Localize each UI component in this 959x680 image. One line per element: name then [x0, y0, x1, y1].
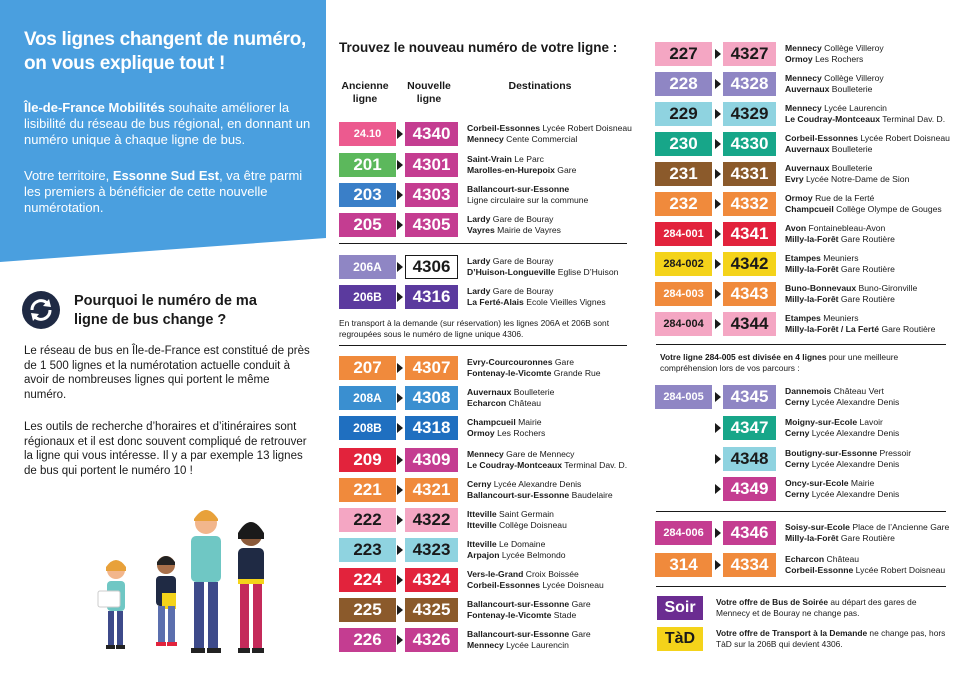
new-line-badge: 4326	[405, 628, 458, 652]
new-line-badge: 4327	[723, 42, 776, 66]
old-line-badge: 203	[339, 183, 396, 207]
destination-1: Mennecy Gare de Mennecy	[467, 449, 575, 459]
destination-1: Mennecy Lycée Laurencin	[785, 103, 887, 113]
intro-text-1: souhaite améliorer la lisibilité du réseau de bus régional, en donnant un numéro unique à chaque ligne de bus.	[24, 100, 311, 147]
line-row	[0, 162, 959, 186]
new-line-badge: 4332	[723, 192, 776, 216]
line-row	[0, 521, 959, 545]
destination-2: Corbeil-Essonnes Lycée Doisneau	[467, 580, 604, 590]
line-row	[0, 42, 959, 66]
old-line-badge: 208B	[339, 416, 396, 440]
new-line-badge: 4322	[405, 508, 458, 532]
separator	[339, 345, 627, 346]
destination-1: Itteville Saint Germain	[467, 509, 554, 519]
destination-2: Ormoy Les Rochers	[467, 428, 546, 438]
destination-2: Milly-la-Forêt / La Ferté Gare Routière	[785, 324, 936, 334]
new-line-badge: 4301	[405, 153, 458, 177]
old-line-badge: 221	[339, 478, 396, 502]
arrow-icon	[715, 109, 721, 119]
old-line-badge: 227	[655, 42, 712, 66]
arrow-icon	[715, 199, 721, 209]
old-line-badge: 226	[339, 628, 396, 652]
destination-2: Cerny Lycée Alexandre Denis	[785, 397, 900, 407]
new-line-badge: 4307	[405, 356, 458, 380]
destination-1: Corbeil-Essonnes Lycée Robert Doisneau	[467, 123, 632, 133]
old-line-badge: 232	[655, 192, 712, 216]
new-line-badge: 4329	[723, 102, 776, 126]
old-line-badge: 230	[655, 132, 712, 156]
old-line-badge: 284-006	[655, 521, 712, 545]
destinations	[785, 478, 899, 500]
old-line-badge: 225	[339, 598, 396, 622]
destination-1: Etampes Meuniers	[785, 313, 859, 323]
line-row	[0, 447, 959, 471]
destination-2: Le Coudray-Montceaux Terminal Dav. D.	[467, 460, 628, 470]
destination-2: Cerny Lycée Alexandre Denis	[785, 459, 900, 469]
new-line-badge: 4305	[405, 213, 458, 237]
destinations	[467, 629, 591, 651]
destination-1: Ballancourt-sur-Essonne	[467, 184, 570, 194]
arrow-icon	[715, 139, 721, 149]
destination-2: Milly-la-Forêt Gare Routière	[785, 533, 895, 543]
new-line-badge: 4316	[405, 285, 458, 309]
new-line-badge: 4344	[723, 312, 776, 336]
idfm-name: Île-de-France Mobilités	[24, 100, 165, 115]
destination-2: Cerny Lycée Alexandre Denis	[785, 489, 900, 499]
destination-2: Milly-la-Forêt Gare Routière	[785, 234, 895, 244]
destination-1: Dannemois Château Vert	[785, 386, 884, 396]
tad-text-bold: Votre offre de Transport à la Demande	[716, 628, 868, 638]
destination-1: Auvernaux Boulleterie	[785, 163, 873, 173]
column-destinations: Destinations	[508, 80, 572, 92]
destination-2: Auvernaux Boulleterie	[785, 144, 873, 154]
destination-2: Corbeil-Essonne Lycée Robert Doisneau	[785, 565, 946, 575]
destination-1: Vers-le-Grand Croix Boissée	[467, 569, 579, 579]
destination-1: Mennecy Collège Villeroy	[785, 43, 884, 53]
destination-2: Champcueil Collège Olympe de Gouges	[785, 204, 942, 214]
destinations	[785, 417, 899, 439]
old-line-badge: 209	[339, 448, 396, 472]
arrow-icon	[397, 635, 403, 645]
destination-2: Ballancourt-sur-Essonne Baudelaire	[467, 490, 613, 500]
destination-2: Fontenay-le-Vicomte Stade	[467, 610, 577, 620]
old-line-badge: 205	[339, 213, 396, 237]
arrow-icon	[715, 454, 721, 464]
destinations	[785, 313, 935, 335]
destination-2: Milly-la-Forêt Gare Routière	[785, 264, 895, 274]
destination-2: Cerny Lycée Alexandre Denis	[785, 428, 900, 438]
soir-badge: Soir	[657, 596, 703, 620]
destinations	[785, 253, 895, 275]
destination-1: Boutigny-sur-Essonne Pressoir	[785, 448, 912, 458]
destination-1: Ormoy Rue de la Ferté	[785, 193, 875, 203]
note-206: En transport à la demande (sur réservation) les lignes 206A et 206B sont regroupées sous le numéro de ligne unique 4306.	[339, 318, 610, 339]
destination-1: Avon Fontainebleau-Avon	[785, 223, 886, 233]
destinations	[785, 283, 917, 305]
old-line-badge: 284-004	[655, 312, 712, 336]
column-old: Ancienne ligne	[341, 80, 389, 105]
why-paragraph-2: Les outils de recherche d’horaires et d’itinéraires sont régionaux et il est donc souvent compliqué de retrouver la ligne qui vous intéresse. Il y a par exemple 13 lignes de bus qui portent le numéro 10 !	[24, 421, 307, 477]
destination-2: Fontenay-le-Vicomte Grande Rue	[467, 368, 601, 378]
new-line-badge: 4343	[723, 282, 776, 306]
old-line-badge: 206A	[339, 255, 396, 279]
destination-1: Echarcon Château	[785, 554, 860, 564]
note-284	[660, 352, 945, 374]
destination-1: Oncy-sur-Ecole Mairie	[785, 478, 875, 488]
new-line-badge: 4340	[405, 122, 458, 146]
destinations	[467, 599, 591, 621]
old-line-badge: 207	[339, 356, 396, 380]
old-line-badge: 229	[655, 102, 712, 126]
arrow-icon	[715, 560, 721, 570]
destination-2: La Ferté-Alais Ecole Vieilles Vignes	[467, 297, 606, 307]
soir-text-bold: Votre offre de Bus de Soirée	[716, 597, 829, 607]
old-line-badge: 24.10	[339, 122, 396, 146]
destination-1: Lardy Gare de Bouray	[467, 214, 554, 224]
destination-2: Ormoy Les Rochers	[785, 54, 864, 64]
destinations	[785, 163, 909, 185]
old-line-badge: 208A	[339, 386, 396, 410]
new-line-badge: 4321	[405, 478, 458, 502]
column-new: Nouvelle ligne	[407, 80, 451, 105]
destinations	[785, 386, 899, 408]
soir-text-rest: au départ des gares de Mennecy et de Bouray ne change pas.	[716, 597, 917, 618]
arrow-icon	[715, 229, 721, 239]
soir-text	[716, 597, 951, 619]
table-heading: Trouvez le nouveau numéro de votre ligne :	[339, 40, 618, 55]
destination-1: Cerny Lycée Alexandre Denis	[467, 479, 582, 489]
new-line-badge: 4345	[723, 385, 776, 409]
destination-1: Itteville Le Domaine	[467, 539, 546, 549]
destinations	[785, 554, 945, 576]
destinations	[785, 193, 942, 215]
destination-1: Auvernaux Boulleterie	[467, 387, 555, 397]
destination-1: Mennecy Collège Villeroy	[785, 73, 884, 83]
destination-1: Champcueil Mairie	[467, 417, 542, 427]
destination-2: D’Huison-Longueville Eglise D’Huison	[467, 267, 619, 277]
new-line-badge: 4306	[405, 255, 458, 279]
line-row	[0, 553, 959, 577]
destination-1: Soisy-sur-Ecole Place de l’Ancienne Gare	[785, 522, 950, 532]
new-line-badge: 4323	[405, 538, 458, 562]
arrow-icon	[715, 49, 721, 59]
arrow-icon	[715, 169, 721, 179]
destinations	[467, 357, 601, 379]
line-row	[0, 102, 959, 126]
old-line-badge: 284-002	[655, 252, 712, 276]
old-line-badge: 314	[655, 553, 712, 577]
arrow-icon	[715, 528, 721, 538]
destination-1: Lardy Gare de Bouray	[467, 256, 554, 266]
new-line-badge: 4348	[723, 447, 776, 471]
destination-1: Saint-Vrain Le Parc	[467, 154, 544, 164]
page-title: Vos lignes changent de numéro, on vous explique tout !	[24, 29, 307, 74]
new-line-badge: 4342	[723, 252, 776, 276]
new-line-badge: 4349	[723, 477, 776, 501]
destinations	[785, 223, 895, 245]
new-line-badge: 4308	[405, 386, 458, 410]
destination-2: Milly-la-Forêt Gare Routière	[785, 294, 895, 304]
line-row	[0, 222, 959, 246]
new-line-badge: 4346	[723, 521, 776, 545]
arrow-icon	[715, 79, 721, 89]
destination-1: Lardy Gare de Bouray	[467, 286, 554, 296]
old-line-badge: 206B	[339, 285, 396, 309]
destination-2: Mennecy Lycée Laurencin	[467, 640, 569, 650]
old-line-badge: 231	[655, 162, 712, 186]
destination-1: Moigny-sur-Ecole Lavoir	[785, 417, 883, 427]
destination-1: Etampes Meuniers	[785, 253, 859, 263]
separator	[656, 586, 946, 587]
destination-1: Ballancourt-sur-Essonne Gare	[467, 599, 591, 609]
new-line-badge: 4341	[723, 222, 776, 246]
line-row	[0, 312, 959, 336]
old-line-badge: 228	[655, 72, 712, 96]
note-284-text: pour une meilleure compréhension lors de vos parcours :	[660, 352, 899, 373]
arrow-icon	[397, 363, 403, 373]
new-line-badge: 4303	[405, 183, 458, 207]
destination-2: Echarcon Château	[467, 398, 542, 408]
destination-1: Ballancourt-sur-Essonne Gare	[467, 629, 591, 639]
destinations	[785, 133, 950, 155]
line-row	[0, 72, 959, 96]
new-line-badge: 4328	[723, 72, 776, 96]
destination-2: Ligne circulaire sur la commune	[467, 195, 589, 205]
new-line-badge: 4331	[723, 162, 776, 186]
old-line-badge: 284-001	[655, 222, 712, 246]
old-line-badge: 222	[339, 508, 396, 532]
why-title: Pourquoi le numéro de ma ligne de bus change ?	[74, 293, 257, 328]
arrow-icon	[715, 423, 721, 433]
line-row	[0, 282, 959, 306]
separator	[656, 344, 946, 345]
destination-2: Itteville Collège Doisneau	[467, 520, 567, 530]
destination-2: Le Coudray-Montceaux Terminal Dav. D.	[785, 114, 946, 124]
arrow-icon	[715, 289, 721, 299]
line-row	[0, 477, 959, 501]
new-line-badge: 4347	[723, 416, 776, 440]
arrow-icon	[397, 605, 403, 615]
destinations	[785, 103, 945, 125]
old-line-badge: 284-005	[655, 385, 712, 409]
line-row	[0, 385, 959, 409]
tad-badge: TàD	[657, 627, 703, 651]
destination-2: Evry Lycée Notre-Dame de Sion	[785, 174, 910, 184]
old-line-badge: 201	[339, 153, 396, 177]
line-row	[0, 252, 959, 276]
destination-2: Arpajon Lycée Belmondo	[467, 550, 566, 560]
arrow-icon	[715, 392, 721, 402]
destination-2: Auvernaux Boulleterie	[785, 84, 873, 94]
arrow-icon	[715, 484, 721, 494]
old-line-badge: 223	[339, 538, 396, 562]
old-line-badge: 224	[339, 568, 396, 592]
destinations	[785, 73, 884, 95]
line-row	[0, 132, 959, 156]
line-row	[0, 416, 959, 440]
destinations	[785, 448, 911, 470]
intro-text-2b: , va être parmi les premiers à bénéficier de cette nouvelle numérotation.	[24, 168, 303, 215]
destination-1: Corbeil-Essonnes Lycée Robert Doisneau	[785, 133, 950, 143]
new-line-badge: 4324	[405, 568, 458, 592]
tad-text-rest: ne change pas, hors TàD sur la 206B qui devient 4306.	[716, 628, 946, 649]
arrow-icon	[715, 319, 721, 329]
new-line-badge: 4318	[405, 416, 458, 440]
new-line-badge: 4334	[723, 553, 776, 577]
destinations	[785, 522, 949, 544]
line-row	[0, 192, 959, 216]
destination-1: Evry-Courcouronnes Gare	[467, 357, 574, 367]
new-line-badge: 4309	[405, 448, 458, 472]
destination-2: Mennecy Cente Commercial	[467, 134, 578, 144]
new-line-badge: 4330	[723, 132, 776, 156]
destinations	[785, 43, 884, 65]
why-paragraph-1: Le réseau de bus en Île-de-France est constitué de près de 1 500 lignes et la numérotation actuelle conduit à avoir de nombreuses lignes qui portent le même numéro.	[24, 345, 310, 401]
intro-text-2a: Votre territoire,	[24, 168, 113, 183]
destination-2: Vayres Mairie de Vayres	[467, 225, 561, 235]
new-line-badge: 4325	[405, 598, 458, 622]
destination-2: Marolles-en-Hurepoix Gare	[467, 165, 577, 175]
territory-name: Essonne Sud Est	[112, 168, 220, 183]
old-line-badge: 284-003	[655, 282, 712, 306]
tad-text	[716, 628, 951, 650]
note-284-bold: Votre ligne 284-005 est divisée en 4 lignes	[660, 352, 827, 362]
separator	[656, 511, 946, 512]
arrow-icon	[715, 259, 721, 269]
destination-1: Buno-Bonnevaux Buno-Gironville	[785, 283, 918, 293]
